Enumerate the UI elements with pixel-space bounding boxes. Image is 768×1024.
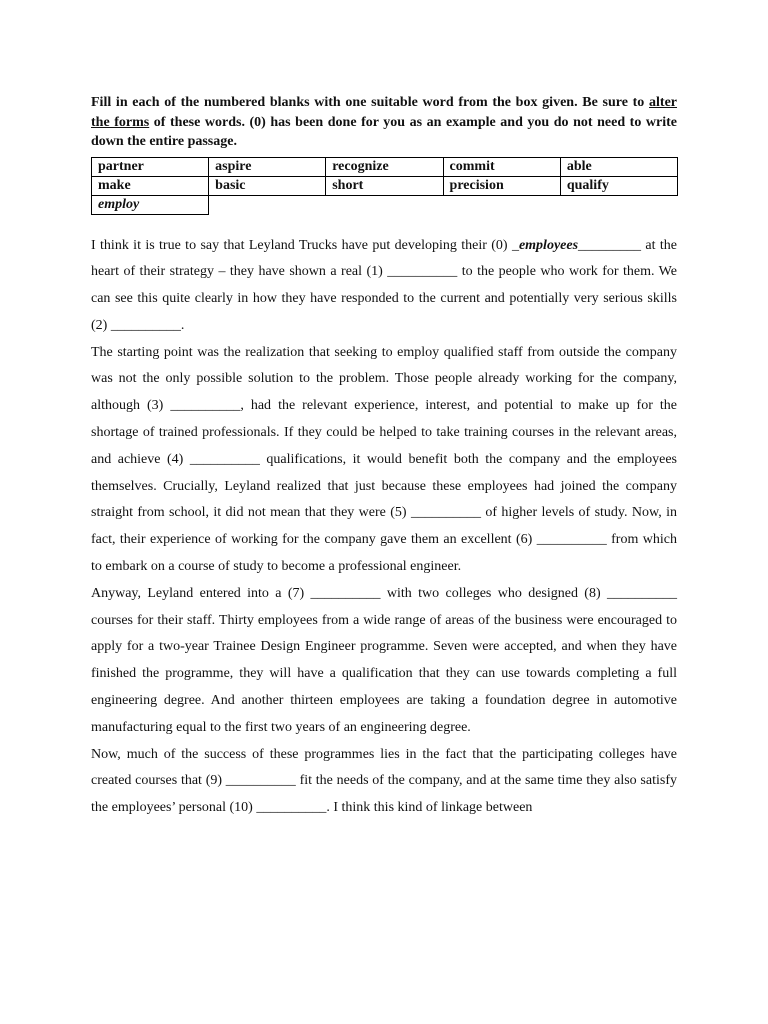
word-box-row [92,195,678,214]
empty-cell [560,195,677,214]
word-cell: commit [443,157,560,176]
word-cell: short [326,176,443,195]
paragraph-1-after: _________ at the heart of their strategy – they have shown a real (1) __________ to the people who work for them. We can see this quite clearly in how they have responded to the current and potentially very serious skills (2) __________. [91,237,677,333]
passage [91,233,677,823]
paragraph-4: Now, much of the success of these programmes lies in the fact that the participating colleges have created courses that (9) __________ fit the needs of the company, and at the same time they also satisfy the employees’ personal (10) __________. I think this kind of linkage between [91,746,677,816]
document-page [91,93,677,822]
paragraph-1 [91,233,677,340]
word-cell: precision [443,176,560,195]
word-box-row [92,176,678,195]
word-cell: able [560,157,677,176]
paragraph-2: The starting point was the realization that seeking to employ qualified staff from outside the company was not the only possible solution to the problem. Those people already working for the company, although (3) __________, had the relevant experience, interest, and potential to make up for the shortage of trained professionals. If they could be helped to take training courses in the relevant areas, and achieve (4) __________ qualifications, it would benefit both the company and the employees themselves. Crucially, Leyland realized that just because these employees had joined the company straight from school, it did not mean that they were (5) __________ of higher levels of study. Now, in fact, their experience of working for the company gave them an excellent (6) __________ from which to embark on a course of study to become a professional engineer. [91,344,677,575]
word-cell: basic [209,176,326,195]
instructions [91,93,677,152]
word-cell: make [92,176,209,195]
word-cell: qualify [560,176,677,195]
instructions-underlined: alter the forms [91,95,678,130]
instructions-part2: of these words. (0) has been done for you as an example and you do not need to write down the entire passage. [91,114,677,149]
empty-cell [443,195,560,214]
empty-cell [326,195,443,214]
paragraph-1-before: I think it is true to say that Leyland Trucks have put developing their (0) _ [91,237,519,253]
word-cell-example: employ [92,195,209,214]
instructions-part1: Fill in each of the numbered blanks with one suitable word from the box given. Be sure to [91,95,645,110]
word-cell: recognize [326,157,443,176]
word-box-row [92,157,678,176]
word-cell: partner [92,157,209,176]
empty-cell [209,195,326,214]
word-cell: aspire [209,157,326,176]
example-answer: employees [518,237,579,253]
word-box [91,157,678,215]
paragraph-3: Anyway, Leyland entered into a (7) __________ with two colleges who designed (8) __________ courses for their staff. Thirty employees from a wide range of areas of the business were encouraged to apply for a two-year Trainee Design Engineer programme. Seven were accepted, and when they have finished the programme, they will have a qualification that they can use towards completing a full engineering degree. And another thirteen employees are taking a foundation degree in automotive manufacturing equal to the first two years of an engineering degree. [91,585,677,735]
